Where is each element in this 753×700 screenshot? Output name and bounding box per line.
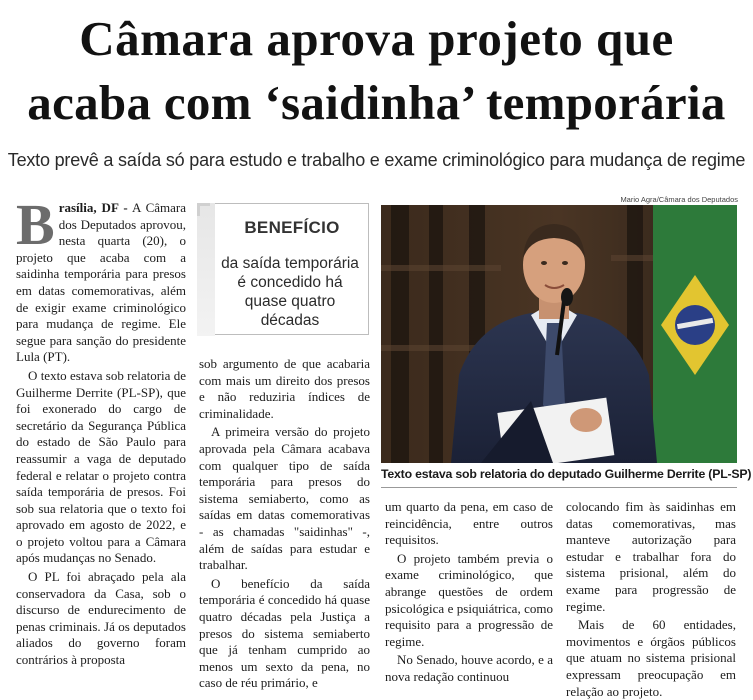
headline-line-1: Câmara aprova projeto que [79, 11, 674, 66]
article-column-4 [566, 499, 736, 700]
dropcap: B [16, 192, 55, 257]
photo-caption: Texto estava sob relatoria do deputado Guilherme Derrite (PL-SP) [381, 467, 752, 481]
article-column-3 [385, 499, 553, 686]
article-column-1 [16, 192, 187, 669]
pull-quote-body: da saída temporária é concedido há quase quatro décadas [221, 255, 359, 329]
paragraph: um quarto da pena, em caso de reincidência, entre outros requisitos. [385, 499, 553, 548]
caption-divider [381, 487, 737, 488]
subtitle: Texto prevê a saída só para estudo e trabalho e exame criminológico para mudança de regime [7, 150, 746, 170]
paragraph: No Senado, houve acordo, e a nova redação continuou [385, 652, 553, 684]
paragraph: colocando fim às saidinhas em datas comemorativas, mas manteve autorização para estudar e trabalhar fora do sistema prisional, além do exame para progressão de regime. [566, 499, 736, 614]
pull-quote-box [197, 203, 369, 335]
paragraph: sob argumento de que acabaria com mais um direito dos presos e não reduziria índices de criminalidade. [199, 356, 370, 421]
photo-credit: Mario Agra/Câmara dos Deputados [620, 195, 738, 204]
pull-quote-tab [197, 203, 215, 336]
article-column-2 [199, 356, 370, 692]
pull-quote-title: BENEFÍCIO [244, 218, 340, 237]
paragraph: O projeto também previa o exame criminológico, que abrange questões de ordem psicológica e psiquiátrica, como requisito para a progressão de regime. [385, 550, 553, 649]
pull-quote-corner [197, 203, 210, 216]
photo-illustration [381, 205, 737, 463]
article-photo [381, 205, 737, 463]
dateline: rasília, DF - [58, 200, 128, 215]
headline-line-2: acaba com ‘saidinha’ temporária [27, 75, 726, 130]
paragraph: O texto estava sob relatoria de Guilherme Derrite (PL-SP), que foi exonerado do cargo de secretário da Segurança Pública do estado de São Paulo para reassumir a vaga de deputado federal e relatar o projeto contra saída temporária de presos. Foi sob sua relatoria que o texto foi aprovado em agosto de 2022, e o projeto voltou para a Câmara após mudanças no Senado. [16, 367, 186, 566]
paragraph: A Câmara dos Deputados aprovou, nesta quarta (20), o projeto que acaba com a saidinha temporária para presos em datas comemorativas, além de exigir exame criminológico para mudança de regime. Ele segue para sanção do presidente Lula (PT). [16, 200, 187, 365]
paragraph: O PL foi abraçado pela ala conservadora da Casa, sob o discurso de endurecimento de penas criminais. Já os deputados aliados do governo foram contrários à proposta [16, 569, 186, 668]
paragraph: A primeira versão do projeto aprovada pela Câmara acabava com qualquer tipo de saída temporária para presos do sistema semiaberto, como as saídas em datas comemorativas - as chamadas "saidinhas" -, além de saídas para estudar e trabalhar. [199, 424, 370, 573]
paragraph: O benefício da saída temporária é concedido há quase quatro décadas pela Justiça a presos do sistema semiaberto que já tenham cumprido ao menos um sexto da pena, no caso de réu primário, e [199, 575, 370, 691]
paragraph: Mais de 60 entidades, movimentos e órgãos públicos que atuam no sistema prisional expressam preocupação em relação ao projeto. [566, 617, 736, 699]
